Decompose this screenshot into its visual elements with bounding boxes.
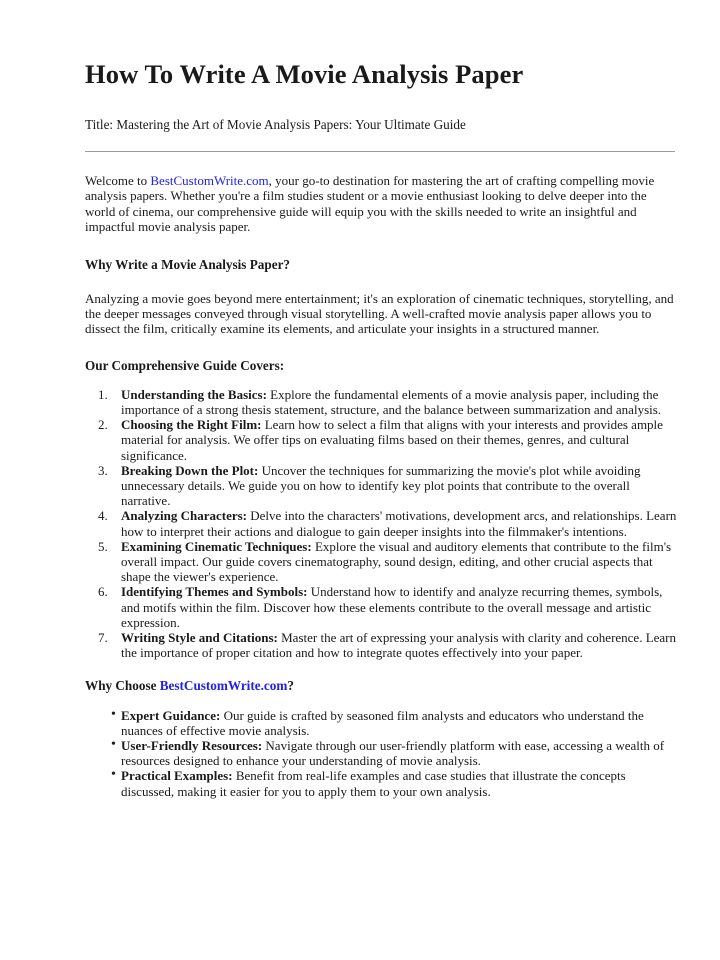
why-paragraph: Analyzing a movie goes beyond mere entertainment; it's an exploration of cinematic techniques, storytelling, and the deeper messages conveyed through visual storytelling. A well-crafted movie analysis paper allows you to dissect the film, critically examine its elements, and articulate your insights in a structured manner. <box>85 290 674 337</box>
list-item-label: User-Friendly Resources: <box>121 737 263 753</box>
document-page <box>85 58 677 799</box>
list-item-label: Expert Guidance: <box>121 707 221 723</box>
bullet-icon: • <box>111 706 116 722</box>
list-item <box>85 508 677 538</box>
bullet-icon: • <box>111 767 116 783</box>
list-item-text: Learn how to select a film that aligns with your interests and provides ample material for analysis. We offer tips on evaluating films based on their themes, genres, and cultural significance. <box>121 417 663 463</box>
document-title: How To Write A Movie Analysis Paper <box>85 59 524 89</box>
list-item <box>85 417 677 463</box>
list-item-label: Understanding the Basics: <box>121 386 267 402</box>
document-subtitle: Title: Mastering the Art of Movie Analysis Papers: Your Ultimate Guide <box>85 117 466 132</box>
horizontal-divider <box>85 151 675 152</box>
list-item-text: Explore the visual and auditory elements that contribute to the film's overall impact. Our guide covers cinematography, sound design, editing, and other crucial aspects that shape the viewer's experience. <box>121 538 672 585</box>
list-item-label: Practical Examples: <box>121 768 233 784</box>
list-item <box>85 584 677 630</box>
list-item <box>85 708 677 738</box>
intro-text-start: Welcome to <box>85 173 151 188</box>
choose-heading-start: Why Choose <box>85 677 160 693</box>
list-item <box>85 387 677 417</box>
bullet-icon: • <box>111 736 116 752</box>
list-item-label: Breaking Down the Plot: <box>121 462 259 478</box>
list-number: 7. <box>98 630 108 646</box>
list-item <box>85 463 677 509</box>
list-number: 6. <box>98 584 108 600</box>
choose-heading-end: ? <box>287 677 294 693</box>
list-item-label: Analyzing Characters: <box>121 508 248 524</box>
list-item-label: Writing Style and Citations: <box>121 630 278 646</box>
list-item-text: Our guide is crafted by seasoned film analysts and educators who understand the nuances of effective movie analysis. <box>121 707 644 738</box>
list-number: 4. <box>98 508 108 524</box>
list-item-text: Explore the fundamental elements of a movie analysis paper, including the importance of a strong thesis statement, structure, and the balance between summarization and analysis. <box>121 386 662 418</box>
list-item-label: Examining Cinematic Techniques: <box>121 538 312 554</box>
site-link[interactable]: BestCustomWrite.com <box>150 173 269 188</box>
section-heading-why: Why Write a Movie Analysis Paper? <box>85 256 291 272</box>
list-item <box>85 768 677 798</box>
list-item <box>85 630 677 660</box>
list-item-text: Master the art of expressing your analysis with clarity and coherence. Learn the importance of proper citation and how to integrate quotes effectively into your paper. <box>121 630 677 661</box>
intro-paragraph <box>85 173 677 235</box>
list-item-text: Delve into the characters' motivations, development arcs, and relationships. Learn how to interpret their actions and dialogue to gain deeper insights into the filmmaker's intentions. <box>121 508 677 539</box>
list-item <box>85 539 677 585</box>
section-heading-guide: Our Comprehensive Guide Covers: <box>85 357 285 373</box>
list-item-text: Benefit from real-life examples and case studies that illustrate the concepts discussed, making it easier for you to apply them to your own analysis. <box>121 768 626 799</box>
list-item-text: Navigate through our user-friendly platform with ease, accessing a wealth of resources designed to enhance your understanding of movie analysis. <box>121 737 665 769</box>
guide-list <box>85 387 677 661</box>
list-item-label: Identifying Themes and Symbols: <box>121 584 308 600</box>
list-number: 3. <box>98 462 108 478</box>
list-number: 2. <box>98 417 108 433</box>
feature-list <box>85 708 677 799</box>
list-item-text: Understand how to identify and analyze recurring themes, symbols, and motifs within the film. Discover how these elements contribute to the overall message and artistic expression. <box>121 584 663 630</box>
list-number: 5. <box>98 538 108 554</box>
section-heading-choose <box>85 678 677 694</box>
list-item-text: Uncover the techniques for summarizing the movie's plot while avoiding unnecessary details. We guide you on how to identify key plot points that contribute to the overall narrative. <box>121 462 641 509</box>
intro-text-rest: , your go-to destination for mastering the art of crafting compelling movie analysis papers. Whether you're a film studies student or a movie enthusiast looking to delve deeper into the world of cinema, our comprehensive guide will equip you with the skills needed to write an insightful and impactful movie analysis paper. <box>85 173 655 235</box>
list-item-label: Choosing the Right Film: <box>121 417 262 433</box>
list-item <box>85 738 677 768</box>
site-link[interactable]: BestCustomWrite.com <box>159 677 288 693</box>
list-number: 1. <box>98 386 108 402</box>
